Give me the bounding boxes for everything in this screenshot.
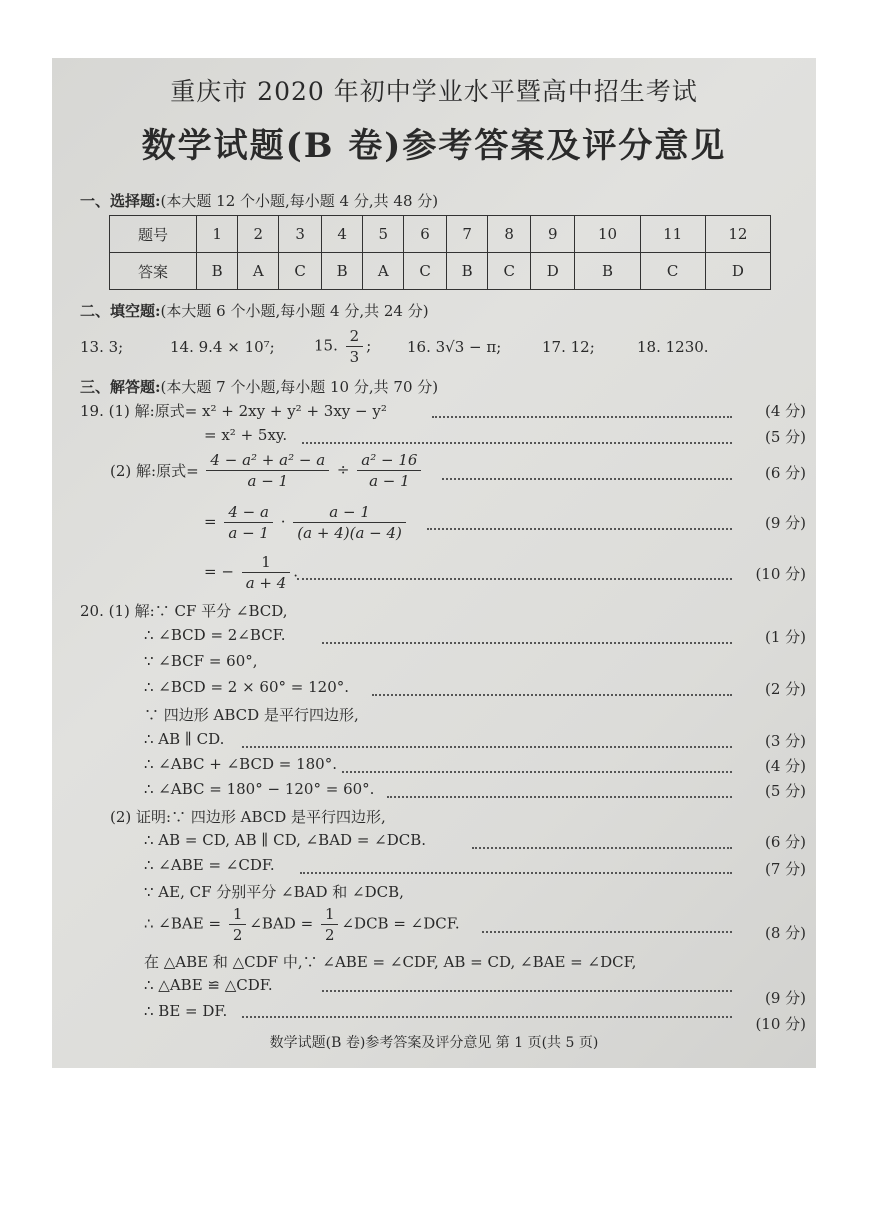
q20-line: ∵ ∠BCF = 60°, (144, 652, 258, 670)
q20-line: ∵ AE, CF 分别平分 ∠BAD 和 ∠DCB, (144, 883, 404, 901)
dot-leader (242, 746, 732, 748)
table-cell: A (238, 253, 279, 290)
numerator: 4 − a (224, 502, 273, 523)
section2-heading (80, 300, 429, 321)
denominator: a − 1 (247, 472, 289, 490)
fill-in-answer-16: 16. 3√3 − π; (407, 338, 502, 356)
denominator: (a + 4)(a − 4) (297, 524, 402, 542)
q20-line: ∴ AB ∥ CD. (144, 730, 225, 748)
fill-in-answer-18: 18. 1230. (637, 338, 709, 356)
expression-part: ∠DCB = ∠DCF. (341, 914, 460, 933)
q20-line: ∴ ∠ABC + ∠BCD = 180°. (144, 755, 337, 773)
table-cell: 10 (575, 216, 640, 253)
q20-line: ∴ ∠BCD = 2∠BCF. (144, 626, 286, 644)
table-cell: C (404, 253, 447, 290)
fraction (357, 450, 421, 491)
table-cell: 3 (279, 216, 322, 253)
page-footer: 数学试题(B 卷)参考答案及评分意见 第 1 页(共 5 页) (269, 1035, 599, 1051)
table-cell: 5 (363, 216, 404, 253)
exam-page (52, 58, 816, 1068)
table-cell: D (531, 253, 575, 290)
fill-in-answer-15 (314, 326, 371, 367)
table-cell: D (705, 253, 770, 290)
score: (9 分) (764, 514, 806, 532)
section3-title: 三、解答题: (80, 378, 161, 396)
fraction (242, 552, 291, 593)
table-cell: 1 (197, 216, 238, 253)
score: (6 分) (764, 833, 806, 851)
dot-leader (372, 694, 732, 696)
score: (9 分) (764, 989, 806, 1007)
numerator: 2 (346, 326, 364, 347)
exam-title: 重庆市 2020 年初中学业水平暨高中招生考试 (170, 77, 698, 106)
fill-in-answer-17: 17. 12; (542, 338, 595, 356)
table-cell: 4 (321, 216, 362, 253)
table-cell: C (279, 253, 322, 290)
q19-line (204, 502, 409, 543)
fraction (206, 450, 329, 491)
q20-line: ∴ ∠BCD = 2 × 60° = 120°. (144, 678, 350, 696)
numerator: 4 − a² + a² − a (206, 450, 329, 471)
punctuation: . (293, 562, 299, 581)
table-cell: C (488, 253, 531, 290)
q20-line: (2) 证明:∵ 四边形 ABCD 是平行四边形, (110, 808, 386, 826)
dot-leader (300, 872, 732, 874)
denominator: a − 1 (369, 472, 410, 490)
score: (7 分) (764, 860, 806, 878)
q20-line: ∴ AB = CD, AB ∥ CD, ∠BAD = ∠DCB. (144, 831, 427, 849)
table-cell: 12 (705, 216, 770, 253)
table-cell: C (640, 253, 705, 290)
row-label-numbers: 题号 (110, 216, 197, 253)
table-cell: B (197, 253, 238, 290)
fill-in-answer-14: 14. 9.4 × 10⁷; (170, 338, 275, 356)
section1-title: 一、选择题: (80, 192, 161, 210)
score: (5 分) (764, 782, 806, 800)
line-prefix: = (204, 512, 217, 531)
q20-line: ∴ ∠ABE = ∠CDF. (144, 856, 275, 874)
numerator: 1 (242, 552, 291, 573)
q19-line (110, 450, 424, 491)
score: (8 分) (764, 924, 806, 942)
score: (4 分) (764, 757, 806, 775)
table-cell: B (446, 253, 487, 290)
operator: · (280, 512, 286, 531)
dot-leader (442, 478, 732, 480)
score: (1 分) (764, 628, 806, 646)
dot-leader (387, 796, 732, 798)
q20-line: 20. (1) 解:∵ CF 平分 ∠BCD, (80, 602, 288, 620)
table-cell: A (363, 253, 404, 290)
numerator: 1 (229, 904, 247, 925)
section1-note: (本大题 12 个小题,每小题 4 分,共 48 分) (160, 192, 439, 210)
dot-leader (432, 416, 732, 418)
denominator: a + 4 (245, 574, 287, 592)
denominator: 2 (232, 926, 243, 944)
q19-line: 19. (1) 解:原式= x² + 2xy + y² + 3xy − y² (80, 402, 387, 420)
fraction (229, 904, 247, 945)
score: (4 分) (764, 402, 806, 420)
row-label-answers: 答案 (110, 253, 197, 290)
dot-leader (472, 847, 732, 849)
denominator: 2 (324, 926, 335, 944)
denominator: 3 (349, 348, 360, 366)
q20-line: 在 △ABE 和 △CDF 中,∵ ∠ABE = ∠CDF, AB = CD, ∠BAE = ∠DCF, (144, 953, 637, 971)
dot-leader (297, 578, 732, 580)
numerator: a² − 16 (357, 450, 421, 471)
table-cell: 6 (404, 216, 447, 253)
denominator: a − 1 (228, 524, 269, 542)
answer-table (109, 215, 771, 290)
dot-leader (242, 1016, 732, 1018)
q20-line: ∵ 四边形 ABCD 是平行四边形, (144, 706, 359, 724)
score: (5 分) (764, 428, 806, 446)
fill-in-answer-13: 13. 3; (80, 338, 124, 356)
fraction (224, 502, 273, 543)
dot-leader (302, 442, 732, 444)
q20-line: ∴ ∠ABC = 180° − 120° = 60°. (144, 780, 375, 798)
table-cell: 7 (446, 216, 487, 253)
question-number-row (110, 216, 771, 253)
section3-note: (本大题 7 个小题,每小题 10 分,共 70 分) (160, 378, 439, 396)
q19-line: = x² + 5xy. (204, 426, 288, 444)
table-cell: 2 (238, 216, 279, 253)
q19-line (204, 552, 298, 593)
score: (2 分) (764, 680, 806, 698)
section3-heading (80, 376, 438, 397)
line-prefix: ∴ ∠BAE = (144, 914, 222, 933)
fraction (321, 904, 339, 945)
answer-row (110, 253, 771, 290)
dot-leader (322, 990, 732, 992)
score: (3 分) (764, 732, 806, 750)
line-prefix: (2) 解:原式= (110, 462, 199, 480)
section2-note: (本大题 6 个小题,每小题 4 分,共 24 分) (160, 302, 429, 320)
table-cell: B (575, 253, 640, 290)
q20-line: ∴ △ABE ≌ △CDF. (144, 976, 273, 994)
line-prefix: = − (204, 562, 234, 581)
table-cell: 9 (531, 216, 575, 253)
fraction (346, 326, 364, 367)
dot-leader (342, 771, 732, 773)
numerator: a − 1 (293, 502, 406, 523)
table-cell: B (321, 253, 362, 290)
dot-leader (322, 642, 732, 644)
dot-leader (427, 528, 732, 530)
operator: ÷ (336, 460, 350, 479)
score: (6 分) (764, 464, 806, 482)
document-title: 数学试题(B 卷)参考答案及评分意见 (141, 126, 727, 166)
answer-15-label: 15. (314, 336, 338, 355)
score: (10 分) (755, 565, 806, 583)
table-cell: 8 (488, 216, 531, 253)
punctuation: ; (366, 336, 372, 355)
numerator: 1 (321, 904, 339, 925)
score: (10 分) (755, 1015, 806, 1033)
table-cell: 11 (640, 216, 705, 253)
expression-part: ∠BAD = (249, 914, 314, 933)
section2-title: 二、填空题: (80, 302, 161, 320)
q20-line: ∴ BE = DF. (144, 1002, 228, 1020)
dot-leader (482, 931, 732, 933)
q20-line (144, 904, 460, 945)
section1-heading (80, 190, 438, 211)
fraction (293, 502, 406, 543)
